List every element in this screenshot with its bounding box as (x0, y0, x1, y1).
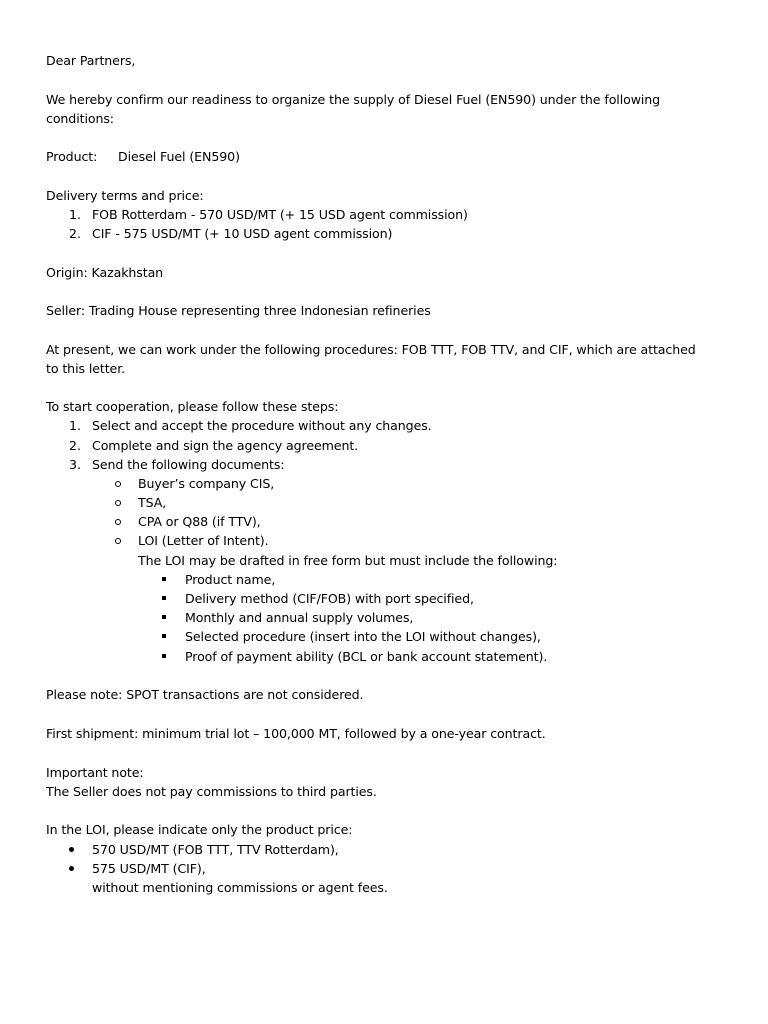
document-item: LOI (Letter of Intent). (138, 533, 269, 548)
intro-line-1: We hereby confirm our readiness to organize the supply of Diesel Fuel (EN590) under the following (46, 92, 661, 107)
first-shipment: First shipment: minimum trial lot – 100,000 MT, followed by a one-year contract. (46, 726, 546, 741)
square-bullet-icon (162, 596, 166, 600)
intro-line-2: conditions: (46, 111, 114, 126)
square-bullet-icon (162, 654, 166, 658)
procedures-line-2: to this letter. (46, 361, 126, 376)
step-item: Send the following documents: (92, 457, 285, 472)
loi-note: The LOI may be drafted in free form but must include the following: (138, 553, 558, 568)
delivery-item-fob: FOB Rotterdam - 570 USD/MT (+ 15 USD agent commission) (92, 207, 468, 222)
price-item: 570 USD/MT (FOB TTT, TTV Rotterdam), (92, 842, 339, 857)
square-bullet-icon (162, 615, 166, 619)
delivery-item-cif: CIF - 575 USD/MT (+ 10 USD agent commission) (92, 226, 393, 241)
square-bullet-icon (162, 634, 166, 638)
list-marker: 2. (69, 226, 82, 241)
loi-requirement: Monthly and annual supply volumes, (185, 610, 414, 625)
document-item: CPA or Q88 (if TTV), (138, 514, 261, 529)
list-marker: 2. (69, 438, 82, 453)
important-text: The Seller does not pay commissions to third parties. (46, 784, 377, 799)
seller: Seller: Trading House representing three Indonesian refineries (46, 303, 431, 318)
list-marker: 1. (69, 207, 82, 222)
circle-bullet-icon (115, 500, 121, 506)
delivery-heading: Delivery terms and price: (46, 188, 204, 203)
loi-requirement: Delivery method (CIF/FOB) with port specified, (185, 591, 474, 606)
step-item: Complete and sign the agency agreement. (92, 438, 359, 453)
spot-note: Please note: SPOT transactions are not considered. (46, 687, 364, 702)
circle-bullet-icon (115, 481, 121, 487)
list-marker: 3. (69, 457, 82, 472)
product-value: Diesel Fuel (EN590) (118, 149, 240, 164)
product-label: Product: (46, 149, 98, 164)
price-item: 575 USD/MT (CIF), (92, 861, 206, 876)
important-heading: Important note: (46, 765, 144, 780)
loi-requirement: Product name, (185, 572, 276, 587)
circle-bullet-icon (115, 519, 121, 525)
circle-bullet-icon (115, 538, 121, 544)
document-item: TSA, (138, 495, 167, 510)
origin: Origin: Kazakhstan (46, 265, 164, 280)
loi-requirement: Proof of payment ability (BCL or bank account statement). (185, 649, 548, 664)
step-item: Select and accept the procedure without any changes. (92, 418, 432, 433)
procedures-line-1: At present, we can work under the following procedures: FOB TTT, FOB TTV, and CIF, which are attached (46, 342, 696, 357)
loi-price-heading: In the LOI, please indicate only the product price: (46, 822, 353, 837)
document-item: Buyer’s company CIS, (138, 476, 275, 491)
price-tail: without mentioning commissions or agent fees. (92, 880, 388, 895)
square-bullet-icon (162, 577, 166, 581)
bullet-dot-icon (69, 847, 74, 852)
loi-requirement: Selected procedure (insert into the LOI without changes), (185, 629, 541, 644)
list-marker: 1. (69, 418, 82, 433)
bullet-dot-icon (69, 866, 74, 871)
greeting: Dear Partners, (46, 53, 136, 68)
steps-heading: To start cooperation, please follow these steps: (46, 399, 339, 414)
